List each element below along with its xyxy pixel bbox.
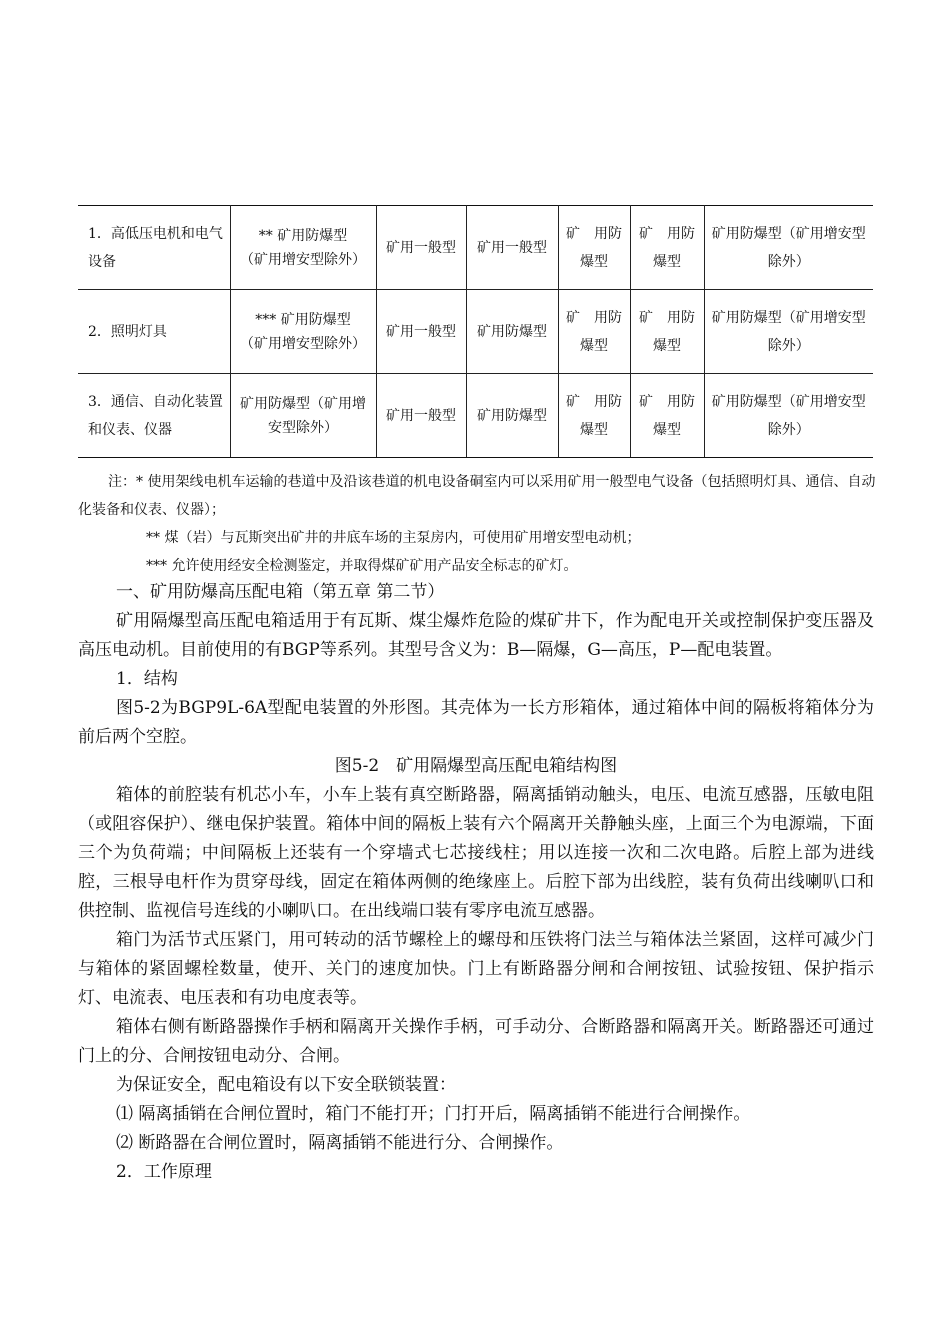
table-cell: 矿 用防爆型 bbox=[630, 374, 704, 458]
paragraph: 箱体右侧有断路器操作手柄和隔离开关操作手柄，可手动分、合断路器和隔离开关。断路器还可通过门上的分、合闸按钮电动分、合闸。 bbox=[78, 1017, 874, 1066]
table-cell: 矿用防爆型 bbox=[466, 374, 558, 458]
note-3: *** 允许使用经安全检测鉴定，并取得煤矿矿用产品安全标志的矿灯。 bbox=[146, 558, 578, 574]
table-cell: 矿用防爆型（矿用增安型除外） bbox=[704, 206, 873, 290]
table-cell: 矿用防爆型 bbox=[466, 290, 558, 374]
table-cell: 矿 用防爆型 bbox=[558, 206, 630, 290]
figure-caption: 图5-2 矿用隔爆型高压配电箱结构图 bbox=[334, 756, 618, 776]
paragraph: 图5-2为BGP9L-6A型配电装置的外形图。其壳体为一长方形箱体，通过箱体中间的隔板将箱体分为前后两个空腔。 bbox=[78, 698, 874, 747]
list-item: ⑴ 隔离插销在合闸位置时，箱门不能打开；门打开后，隔离插销不能进行合闸操作。 bbox=[116, 1104, 751, 1124]
table-cell: 1．高低压电机和电气设备 bbox=[78, 206, 230, 290]
table-cell: 矿 用防爆型 bbox=[630, 290, 704, 374]
table-row bbox=[78, 374, 873, 458]
section-title: 一、矿用防爆高压配电箱（第五章 第二节） bbox=[116, 582, 445, 602]
table-cell: 矿 用防爆型 bbox=[630, 206, 704, 290]
note-2: ** 煤（岩）与瓦斯突出矿井的井底车场的主泵房内，可使用矿用增安型电动机； bbox=[146, 530, 641, 546]
equipment-table bbox=[78, 205, 873, 458]
cell-line: （矿用增安型除外） bbox=[240, 251, 366, 268]
subheading: 1．结构 bbox=[116, 669, 178, 689]
table-cell: 矿 用防爆型 bbox=[558, 290, 630, 374]
table-cell bbox=[230, 206, 376, 290]
table-cell: 矿用防爆型（矿用增安型除外） bbox=[704, 290, 873, 374]
paragraph: 为保证安全，配电箱设有以下安全联锁装置： bbox=[116, 1075, 456, 1095]
table-cell bbox=[230, 374, 376, 458]
paragraph: 矿用隔爆型高压配电箱适用于有瓦斯、煤尘爆炸危险的煤矿井下，作为配电开关或控制保护变压器及高压电动机。目前使用的有BGP等系列。其型号含义为：B—隔爆，G—高压，P—配电装置。 bbox=[78, 611, 874, 660]
table-cell: 矿用防爆型（矿用增安型除外） bbox=[704, 374, 873, 458]
note-1: 注：* 使用架线电机车运输的巷道中及沿该巷道的机电设备硐室内可以采用矿用一般型电气设备（包括照明灯具、通信、自动化装备和仪表、仪器）； bbox=[78, 474, 876, 518]
cell-line: ** 矿用防爆型 bbox=[258, 227, 348, 244]
list-item: ⑵ 断路器在合闸位置时，隔离插销不能进行分、合闸操作。 bbox=[116, 1133, 564, 1153]
table-cell: 矿 用防爆型 bbox=[558, 374, 630, 458]
paragraph: 箱体的前腔装有机芯小车，小车上装有真空断路器，隔离插销动触头，电压、电流互感器，压敏电阻（或阻容保护）、继电保护装置。箱体中间的隔板上装有六个隔离开关静触头座，上面三个为电源端，下面三个为负荷端；中间隔板上还装有一个穿墙式七芯接线柱；用以连接一次和二次电路。后腔上部为进线腔，三根导电杆作为贯穿母线，固定在箱体两侧的绝缘座上。后腔下部为出线腔，装有负荷出线喇叭口和供控制、监视信号连线的小喇叭口。在出线端口装有零序电流互感器。 bbox=[78, 785, 874, 921]
table-cell bbox=[230, 290, 376, 374]
table-row bbox=[78, 290, 873, 374]
cell-line: *** 矿用防爆型 bbox=[255, 311, 351, 328]
table-cell: 2．照明灯具 bbox=[78, 290, 230, 374]
cell-line: 矿用防爆型（矿用增安型除外） bbox=[240, 395, 366, 436]
table-cell: 3．通信、自动化装置和仪表、仪器 bbox=[78, 374, 230, 458]
table-cell: 矿用一般型 bbox=[376, 206, 466, 290]
table-cell: 矿用一般型 bbox=[376, 374, 466, 458]
paragraph: 箱门为活节式压紧门，用可转动的活节螺栓上的螺母和压铁将门法兰与箱体法兰紧固，这样可减少门与箱体的紧固螺栓数量，使开、关门的速度加快。门上有断路器分闸和合闸按钮、试验按钮、保护指示灯、电流表、电压表和有功电度表等。 bbox=[78, 930, 874, 1008]
body-text bbox=[78, 578, 874, 1187]
table-notes bbox=[78, 468, 878, 580]
table-cell: 矿用一般型 bbox=[376, 290, 466, 374]
table-cell: 矿用一般型 bbox=[466, 206, 558, 290]
table-row bbox=[78, 206, 873, 290]
cell-line: （矿用增安型除外） bbox=[240, 335, 366, 352]
subheading: 2．工作原理 bbox=[116, 1162, 212, 1182]
